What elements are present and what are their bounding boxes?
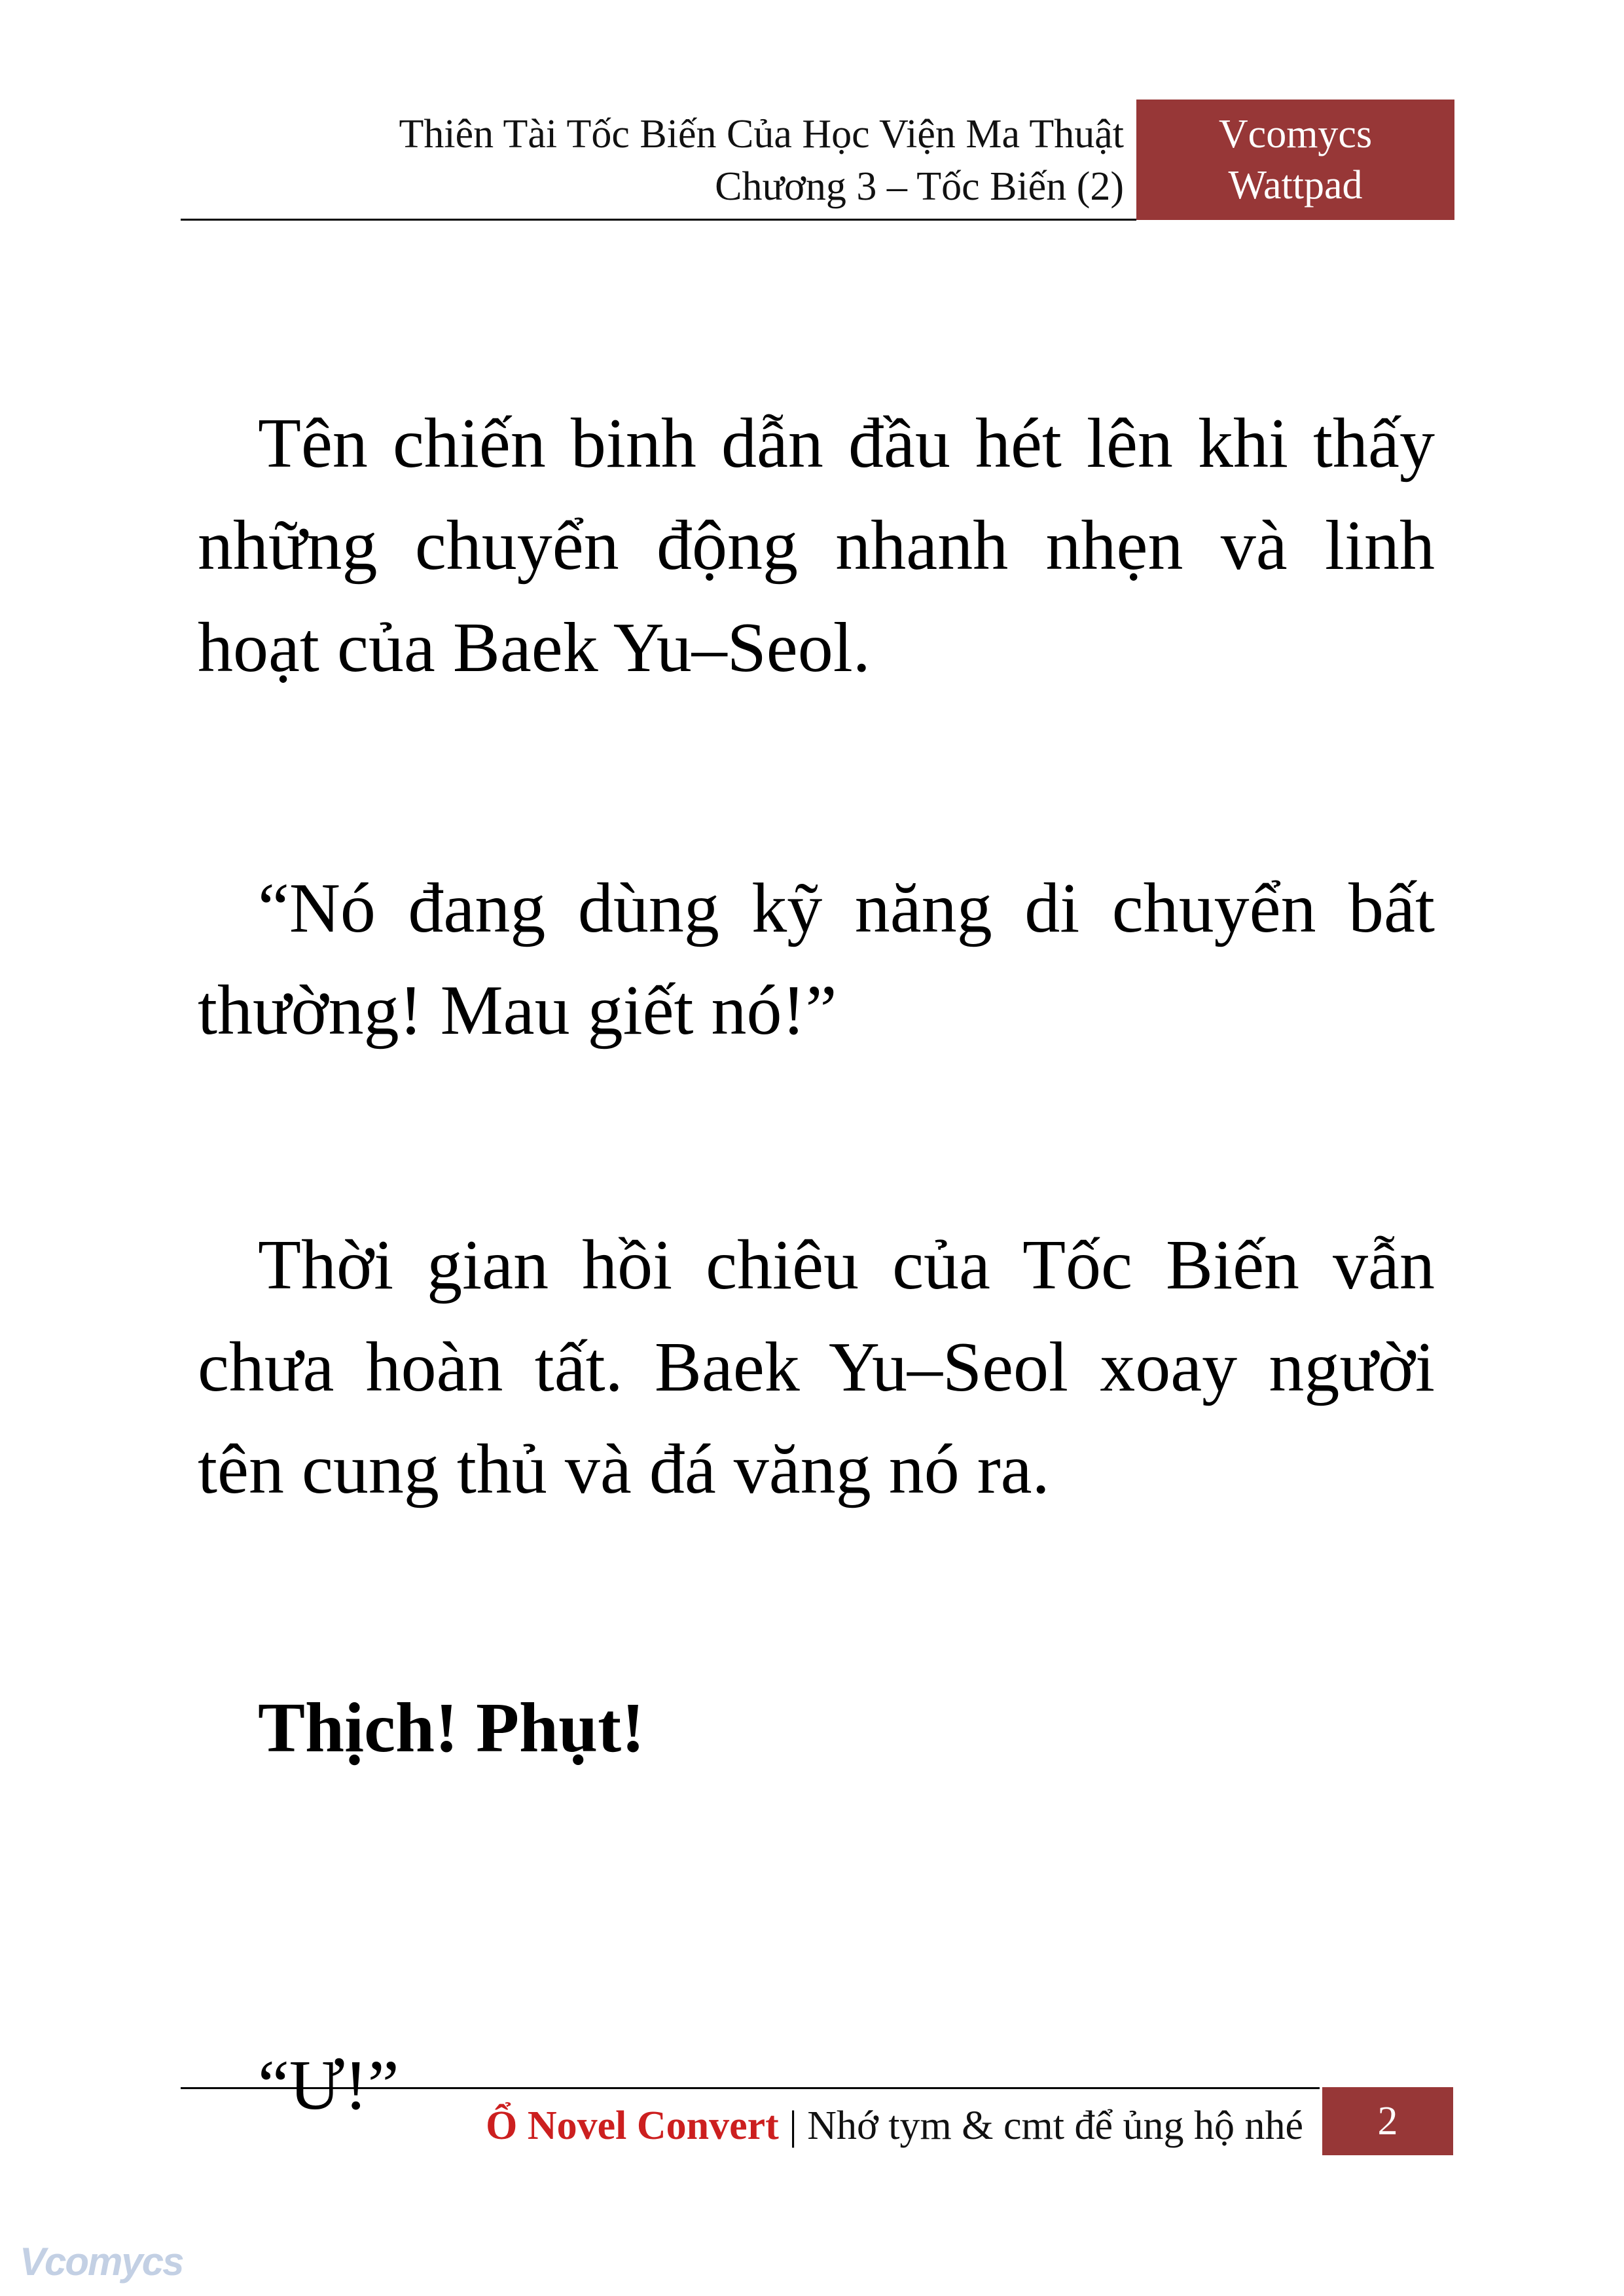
paragraph: “Ư!” — [258, 2047, 399, 2124]
sound-effect-paragraph: Thịch! Phụt! — [258, 1689, 645, 1767]
header-divider — [181, 219, 1136, 221]
footer-brand: Ổ Novel Convert — [486, 2104, 779, 2148]
chapter-title: Chương 3 – Tốc Biến (2) — [715, 164, 1124, 209]
page-header — [399, 108, 1124, 213]
book-title: Thiên Tài Tốc Biến Của Học Viện Ma Thuật — [399, 112, 1124, 156]
footer-note: Nhớ tym & cmt để ủng hộ nhé — [807, 2104, 1303, 2148]
badge-line-wattpad: Wattpad — [1228, 163, 1363, 208]
badge-line-vcomycs: Vcomycs — [1218, 112, 1373, 156]
page-number: 2 — [1322, 2087, 1453, 2155]
footer-separator: | — [778, 2104, 808, 2148]
paragraph: Thời gian hồi chiêu của Tốc Biến vẫn chưa hoàn tất. Baek Yu–Seol xoay người tên cung thủ và đá văng nó ra. — [198, 1226, 1435, 1508]
watermark-logo: Vcomycs — [20, 2240, 183, 2284]
source-badge — [1136, 100, 1454, 220]
paragraph: “Nó đang dùng kỹ năng di chuyển bất thường! Mau giết nó!” — [198, 869, 1435, 1049]
paragraph: Tên chiến binh dẫn đầu hét lên khi thấy những chuyển động nhanh nhẹn và linh hoạt của Baek Yu–Seol. — [198, 405, 1435, 687]
footer-divider — [181, 2087, 1320, 2089]
page-footer — [486, 2097, 1303, 2155]
